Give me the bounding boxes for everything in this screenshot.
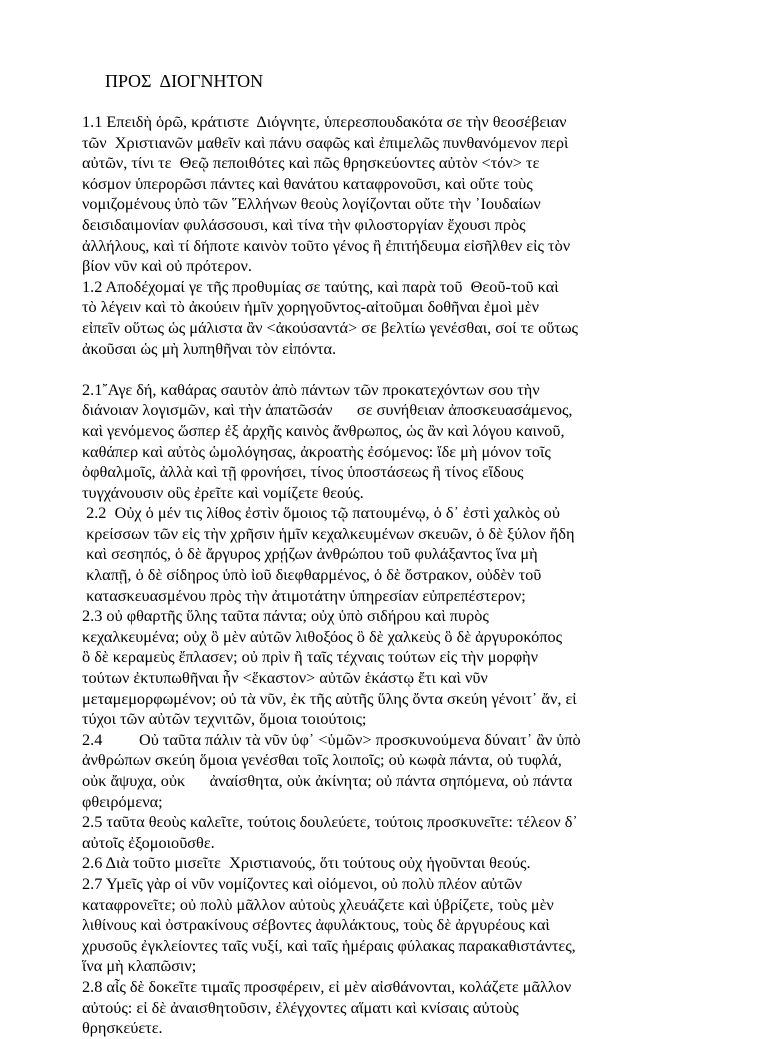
text-line: 2.1῎Αγε δή, καθάρας σαυτὸν ἀπὸ πάντων τῶν προκατεχόντων σου τὴν <box>82 379 540 399</box>
text-line: κρείσσων τῶν εἰς τὴν χρῆσιν ἡμῖν κεχαλκευμένων σκευῶν, ὁ δὲ ξύλον ἤδη <box>82 523 575 543</box>
title-spacer <box>82 92 697 112</box>
text-line: 2.6 Διὰ τοῦτο μισεῖτε Χριστιανούς, ὅτι τούτους οὐχ ἡγοῦνται θεούς. <box>82 853 531 873</box>
text-line: καθάπερ καὶ αὐτὸς ὡμολόγησας, ἀκροατὴς ἐσόμενος: ἴδε μὴ μόνον τοῖς <box>82 441 551 461</box>
text-line: τὸ λέγειν καὶ τὸ ἀκούειν ἡμῖν χορηγοῦντος-αἰτοῦμαι δοθῆναι ἐμοὶ μὲν <box>82 297 540 317</box>
text-line: διάνοιαν λογισμῶν, καὶ τὴν ἀπατῶσάν σε συνήθειαν ἀποσκευασάμενος, <box>82 400 573 420</box>
text-line: τούτων ἐκτυπωθῆναι ἦν <ἕκαστον> αὐτῶν ἑκάστῳ ἔτι καὶ νῦν <box>82 668 488 688</box>
text-line: δεισιδαιμονίαν φυλάσσουσι, καὶ τίνα τὴν φιλοστοργίαν ἔχουσι πρὸς <box>82 214 526 234</box>
text-line: λιθίνους καὶ ὀστρακίνους σέβοντες ἀφυλάκτους, τοὺς δὲ ἀργυρέους καὶ <box>82 915 550 935</box>
text-line: αὐτοῖς ἐξομοιοῦσθε. <box>82 832 215 852</box>
section-1-text <box>82 112 697 359</box>
text-line: καὶ σεσηπός, ὁ δὲ ἄργυρος χρῄζων ἀνθρώπου τοῦ φυλάξαντος ἵνα μὴ <box>82 544 538 564</box>
text-line: φθειρόμενα; <box>82 791 163 811</box>
text-line: μεταμεμορφωμένον; οὐ τὰ νῦν, ἐκ τῆς αὐτῆς ὕλης ὄντα σκεύη γένοιτ᾽ ἄν, εἰ <box>82 688 577 708</box>
text-line: τύχοι τῶν αὐτῶν τεχνιτῶν, ὅμοια τοιούτοις; <box>82 709 367 729</box>
section-2-text <box>82 380 697 1039</box>
text-line: βίον νῦν καὶ οὐ πρότερον. <box>82 256 252 276</box>
text-line: νομιζομένους ὑπὸ τῶν ῞Ελλήνων θεοὺς λογίζονται οὔτε τὴν ᾽Ιουδαίων <box>82 194 541 214</box>
text-line: εἰπεῖν οὕτως ὡς μάλιστα ἂν <ἀκούσαντά> σε βελτίω γενέσθαι, σοί τε οὕτως <box>82 317 578 337</box>
text-line: καταφρονεῖτε; οὐ πολὺ μᾶλλον αὐτοὺς χλευάζετε καὶ ὑβρίζετε, τοὺς μὲν <box>82 894 554 914</box>
text-line: ἵνα μὴ κλαπῶσιν; <box>82 956 197 976</box>
text-line: κλαπῇ, ὁ δὲ σίδηρος ὑπὸ ἰοῦ διεφθαρμένος, ὁ δὲ ὄστρακον, οὐδὲν τοῦ <box>82 565 542 585</box>
text-line: θρησκεύετε. <box>82 1018 163 1038</box>
text-line: 2.8 αἷς δὲ δοκεῖτε τιμαῖς προσφέρειν, εἰ μὲν αἰσθάνονται, κολάζετε μᾶλλον <box>82 976 572 996</box>
text-line: τυγχάνουσιν οὓς ἐρεῖτε καὶ νομίζετε θεούς. <box>82 482 364 502</box>
text-line: 1.2 Αποδέχομαί γε τῆς προθυμίας σε ταύτης, καὶ παρὰ τοῦ Θεοῦ-τοῦ καὶ <box>82 276 559 296</box>
text-line: καὶ γενόμενος ὥσπερ ἐξ ἀρχῆς καινὸς ἄνθρωπος, ὡς ἂν καὶ λόγου καινοῦ, <box>82 420 565 440</box>
text-line: ὃ δὲ κεραμεὺς ἔπλασεν; οὐ πρὶν ἢ ταῖς τέχναις τούτων εἰς τὴν μορφὴν <box>82 647 538 667</box>
text-line: οὐκ ἄψυχα, οὐκ ἀναίσθητα, οὐκ ἀκίνητα; οὐ πάντα σηπόμενα, οὐ πάντα <box>82 771 573 790</box>
text-line: χρυσοῦς ἐγκλείοντες ταῖς νυξί, καὶ ταῖς ἡμέραις φύλακας παρακαθιστάντες, <box>82 935 576 955</box>
text-line: τῶν Χριστιανῶν μαθεῖν καὶ πάνυ σαφῶς καὶ ἐπιμελῶς πυνθανόμενον περὶ <box>82 132 569 152</box>
text-line: 2.2 Οὐχ ὁ μέν τις λίθος ἐστὶν ὅμοιος τῷ πατουμένῳ, ὁ δ᾽ ἐστὶ χαλκὸς οὐ <box>82 503 560 523</box>
text-line: ἀκοῦσαι ὡς μὴ λυπηθῆναι τὸν εἰπόντα. <box>82 338 337 358</box>
text-line: 2.3 οὐ φθαρτῆς ὕλης ταῦτα πάντα; οὐχ ὑπὸ σιδήρου καὶ πυρὸς <box>82 606 489 626</box>
text-line: αὐτούς: εἰ δὲ ἀναισθητοῦσιν, ἐλέγχοντες αἵματι καὶ κνίσαις αὐτοὺς <box>82 997 519 1017</box>
section-spacer <box>82 359 697 380</box>
text-line: κεχαλκευμένα; οὐχ ὃ μὲν αὐτῶν λιθοξόος ὃ δὲ χαλκεὺς ὃ δὲ ἀργυροκόπος <box>82 626 563 646</box>
text-line: κόσμον ὑπερορῶσι πάντες καὶ θανάτου καταφρονοῦσι, καὶ οὔτε τοὺς <box>82 173 533 193</box>
text-line: 1.1 Επειδὴ ὁρῶ, κράτιστε Διόγνητε, ὑπερεσπουδακότα σε τὴν θεοσέβειαν <box>82 112 567 131</box>
text-line: κατασκευασμένου πρὸς τὴν ἀτιμοτάτην ὑπηρεσίαν εὐπρεπέστερον; <box>82 585 526 605</box>
text-line: 2.7 Υμεῖς γὰρ οἱ νῦν νομίζοντες καὶ οἰόμενοι, οὐ πολὺ πλέον αὐτῶν <box>82 873 522 893</box>
text-line: 2.4 Οὐ ταῦτα πάλιν τὰ νῦν ὑφ᾽ <ὑμῶν> προσκυνούμενα δύναιτ᾽ ἂν ὑπὸ <box>82 729 581 749</box>
document-title: ΠΡΟΣ ΔΙΟΓΝΗΤΟΝ <box>105 71 264 91</box>
text-line: 2.5 ταῦτα θεοὺς καλεῖτε, τούτοις δουλεύετε, τούτοις προσκυνεῖτε: τέλεον δ᾽ <box>82 812 578 832</box>
text-line: ἀνθρώπων σκεύη ὅμοια γενέσθαι τοῖς λοιποῖς; οὐ κωφὰ πάντα, οὐ τυφλά, <box>82 750 562 770</box>
text-line: ἀλλήλους, καὶ τί δήποτε καινὸν τοῦτο γένος ἢ ἐπιτήδευμα εἰσῆλθεν εἰς τὸν <box>82 235 571 255</box>
text-line: αὐτῶν, τίνι τε Θεῷ πεποιθότες καὶ πῶς θρησκεύοντες αὐτὸν <τόν> τε <box>82 153 540 173</box>
text-line: ὀφθαλμοῖς, ἀλλὰ καὶ τῇ φρονήσει, τίνος ὑποστάσεως ἢ τίνος εἴδους <box>82 462 524 482</box>
document-page <box>82 70 697 1039</box>
